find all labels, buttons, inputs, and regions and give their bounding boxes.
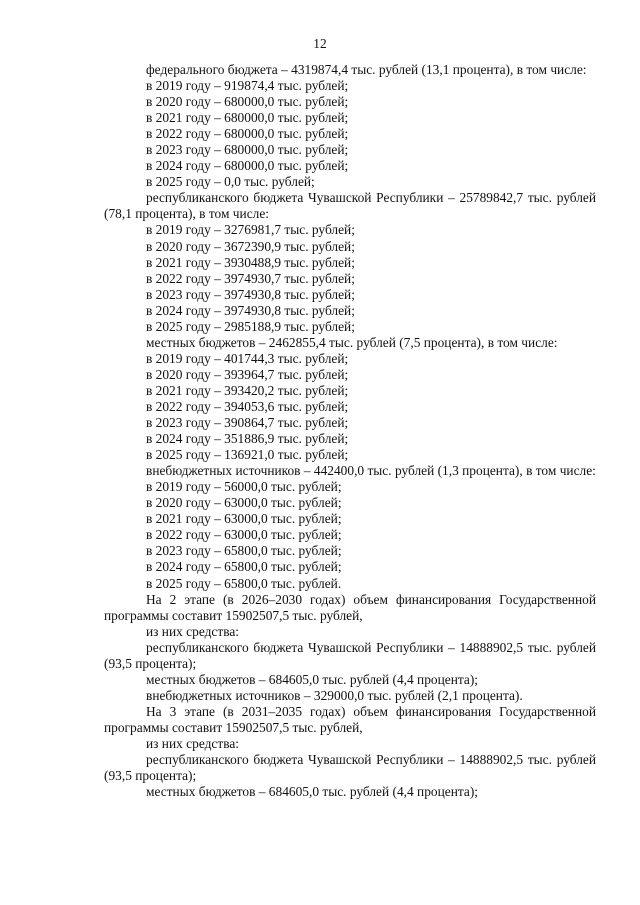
list-line: в 2022 году – 394053,6 тыс. рублей; <box>146 398 349 414</box>
list-line: в 2022 году – 3974930,7 тыс. рублей; <box>146 270 355 286</box>
paragraph: федерального бюджета – 4319874,4 тыс. рублей (13,1 процента), в том числе: <box>146 62 587 77</box>
list-line: в 2021 году – 3930488,9 тыс. рублей; <box>146 254 355 270</box>
list-line: в 2023 году – 65800,0 тыс. рублей; <box>146 543 342 559</box>
list-line: местных бюджетов – 2462855,4 тыс. рублей (7,5 процента), в том числе: <box>146 334 558 350</box>
list-line: из них средства: <box>146 735 240 751</box>
list-line: в 2025 году – 0,0 тыс. рублей; <box>146 174 315 190</box>
list-line: внебюджетных источников – 329000,0 тыс. рублей (2,1 процента). <box>146 687 523 703</box>
paragraph: республиканского бюджета Чувашской Республики – 14888902,5 тыс. рублей (93,5 процента); <box>104 639 596 671</box>
list-line: в 2021 году – 393420,2 тыс. рублей; <box>146 382 349 398</box>
list-line: в 2020 году – 680000,0 тыс. рублей; <box>146 94 349 110</box>
list-line: в 2024 году – 351886,9 тыс. рублей; <box>146 431 349 447</box>
list-line: в 2023 году – 3974930,8 тыс. рублей; <box>146 286 355 302</box>
list-line: в 2019 году – 919874,4 тыс. рублей; <box>146 78 349 94</box>
list-line: в 2021 году – 680000,0 тыс. рублей; <box>146 110 349 126</box>
document-body <box>104 62 596 800</box>
list-line: в 2025 году – 2985188,9 тыс. рублей; <box>146 318 355 334</box>
paragraph: внебюджетных источников – 442400,0 тыс. рублей (1,3 процента), в том числе: <box>146 463 596 479</box>
list-line: в 2022 году – 680000,0 тыс. рублей; <box>146 126 349 142</box>
list-line: в 2020 году – 3672390,9 тыс. рублей; <box>146 238 355 254</box>
paragraph: На 3 этапе (в 2031–2035 годах) объем финансирования Государственной программы составит 15902507,5 тыс. рублей, <box>104 703 596 735</box>
list-line: в 2020 году – 63000,0 тыс. рублей; <box>146 495 342 511</box>
list-line: в 2019 году – 56000,0 тыс. рублей; <box>146 479 342 495</box>
page-number: 12 <box>313 36 327 51</box>
list-line: в 2023 году – 390864,7 тыс. рублей; <box>146 415 349 431</box>
list-line: в 2023 году – 680000,0 тыс. рублей; <box>146 142 349 158</box>
list-line: в 2019 году – 3276981,7 тыс. рублей; <box>146 222 355 238</box>
list-line: в 2022 году – 63000,0 тыс. рублей; <box>146 527 342 543</box>
list-line: в 2019 году – 401744,3 тыс. рублей; <box>146 350 349 366</box>
list-line: в 2024 году – 65800,0 тыс. рублей; <box>146 559 342 575</box>
list-line: в 2020 году – 393964,7 тыс. рублей; <box>146 366 349 382</box>
list-line: в 2024 году – 3974930,8 тыс. рублей; <box>146 302 355 318</box>
list-line: в 2024 году – 680000,0 тыс. рублей; <box>146 158 349 174</box>
paragraph: республиканского бюджета Чувашской Республики – 25789842,7 тыс. рублей (78,1 процента), в том числе: <box>104 190 596 222</box>
list-line: местных бюджетов – 684605,0 тыс. рублей (4,4 процента); <box>146 671 479 687</box>
list-line: местных бюджетов – 684605,0 тыс. рублей (4,4 процента); <box>146 784 479 800</box>
list-line: из них средства: <box>146 623 240 639</box>
list-line: в 2021 году – 63000,0 тыс. рублей; <box>146 511 342 527</box>
paragraph: На 2 этапе (в 2026–2030 годах) объем финансирования Государственной программы составит 15902507,5 тыс. рублей, <box>104 591 596 623</box>
list-line: в 2025 году – 136921,0 тыс. рублей; <box>146 447 349 463</box>
list-line: в 2025 году – 65800,0 тыс. рублей. <box>146 575 342 591</box>
paragraph: республиканского бюджета Чувашской Республики – 14888902,5 тыс. рублей (93,5 процента); <box>104 752 596 784</box>
